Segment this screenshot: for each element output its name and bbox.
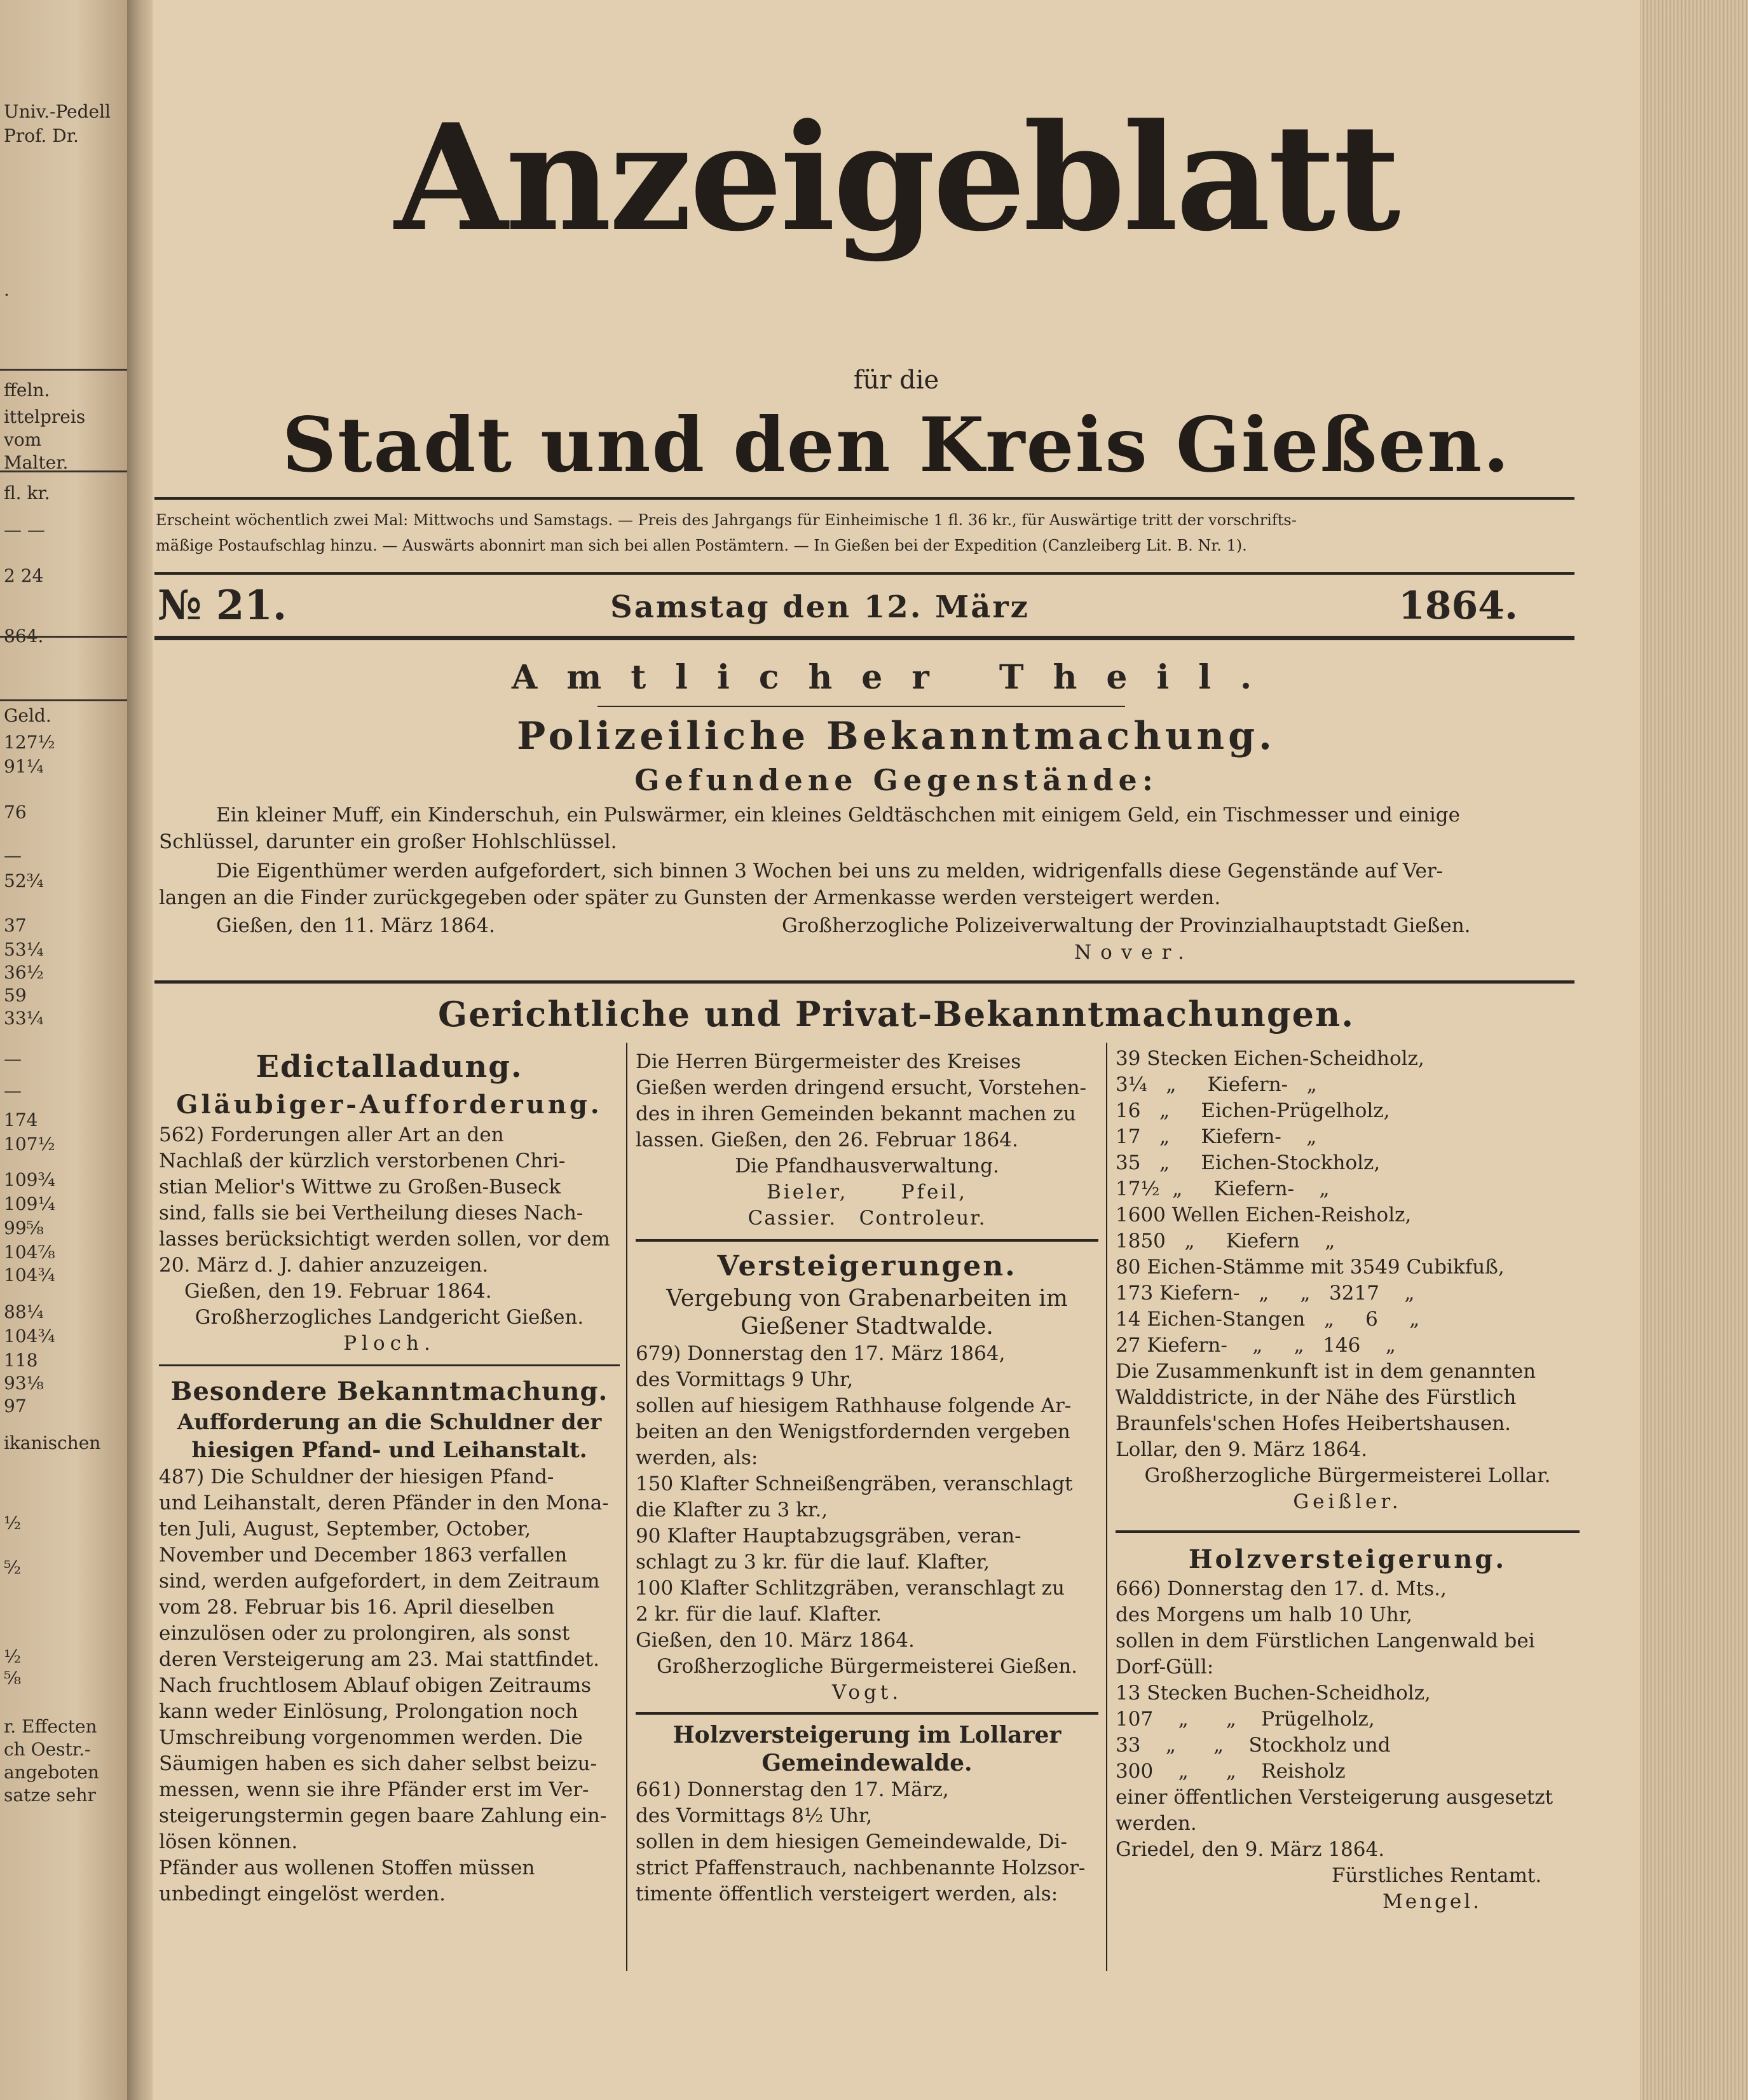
left-page-line: 109¾ (4, 1169, 55, 1190)
text-line: 100 Klafter Schlitzgräben, veranschlagt zu (636, 1577, 1065, 1600)
left-page-line: 104¾ (4, 1265, 55, 1286)
wood-authority: Großherzogliche Bürgermeisterei Lollar. (1144, 1464, 1551, 1487)
holz-signer: Mengel. (1383, 1890, 1482, 1913)
left-page-line: Prof. Dr. (4, 125, 79, 146)
text-line: des Vormittags 8½ Uhr, (636, 1804, 873, 1827)
col3-rule (1116, 1530, 1580, 1533)
column-1 (159, 1046, 620, 1907)
text-line: Umschreibung vorgenommen werden. Die (159, 1726, 583, 1749)
text-line: strict Pfaffenstrauch, nachbenannte Holzsor- (636, 1856, 1086, 1879)
left-page-line: Univ.-Pedell (4, 101, 111, 122)
text-line: ten Juli, August, September, October, (159, 1518, 531, 1541)
left-page-line: — — (4, 519, 45, 540)
left-page-rule (0, 636, 127, 638)
edictal-title: Edictalladung. (256, 1049, 523, 1085)
text-line: sind, falls sie bei Vertheilung dieses Nach- (159, 1202, 584, 1225)
text-line: Die Zusammenkunft ist in dem genannten (1116, 1360, 1536, 1383)
edictal-signer: Ploch. (343, 1332, 435, 1355)
masthead-info-line-1: Erscheint wöchentlich zwei Mal: Mittwochs und Samstags. — Preis des Jahrgangs für Einheimische 1 fl. 36 kr., für Auswärtige tritt der vorschrifts- (156, 511, 1297, 529)
left-page-line: 76 (4, 802, 27, 823)
edictal-place-date: Gießen, den 19. Februar 1864. (184, 1280, 492, 1303)
text-line: einer öffentlichen Versteigerung ausgesetzt (1116, 1786, 1553, 1809)
left-page-line: 33¼ (4, 1008, 44, 1029)
left-page-rule (0, 699, 127, 701)
text-line: 33 „ „ Stockholz und (1116, 1734, 1391, 1757)
edictal-subtitle: Gläubiger-Aufforderung. (176, 1090, 603, 1120)
wood-list (1116, 1046, 1580, 1463)
column-divider-2 (1106, 1043, 1107, 1971)
text-line: 661) Donnerstag den 17. März, (636, 1778, 949, 1801)
text-line: sind, werden aufgefordert, in dem Zeitraum (159, 1570, 600, 1593)
text-line: 1850 „ Kiefern „ (1116, 1230, 1335, 1252)
left-page-line: 36½ (4, 962, 44, 983)
left-page-line: ¹⁄₂ (4, 1513, 22, 1534)
text-line: 20. März d. J. dahier anzuzeigen. (159, 1254, 489, 1277)
text-line: 35 „ Eichen-Stockholz, (1116, 1151, 1381, 1174)
left-page-line: 93⅛ (4, 1373, 44, 1394)
left-page-line: 864. (4, 626, 44, 647)
special-sub-2: hiesigen Pfand- und Leihanstalt. (191, 1438, 587, 1463)
left-page-line: 118 (4, 1350, 38, 1371)
text-line: lassen. Gießen, den 26. Februar 1864. (636, 1129, 1018, 1151)
text-line: Griedel, den 9. März 1864. (1116, 1838, 1385, 1861)
text-line: steigerungstermin gegen baare Zahlung ein- (159, 1804, 607, 1827)
text-line: lasses berücksichtigt werden sollen, vor dem (159, 1228, 610, 1251)
text-line: deren Versteigerung am 23. Mai stattfindet. (159, 1648, 599, 1671)
left-page-line: ⁵⁄₂ (4, 1557, 22, 1578)
text-line: sollen auf hiesigem Rathhause folgende Ar- (636, 1394, 1072, 1417)
issue-year: 1864. (1398, 584, 1518, 628)
left-page-line: — (4, 1048, 22, 1069)
text-line: 17½ „ Kiefern- „ (1116, 1177, 1330, 1200)
text-line: messen, wenn sie ihre Pfänder erst im Ver- (159, 1778, 589, 1801)
masthead-fuer-die: für die (853, 366, 939, 395)
issue-number: № 21. (158, 582, 287, 629)
left-page-line: 59 (4, 985, 27, 1006)
left-page-line: 88¼ (4, 1301, 44, 1322)
left-page-line: ¹⁄₂ (4, 1646, 22, 1667)
col2-rule-1 (636, 1239, 1098, 1242)
official-line-2: Schlüssel, darunter ein großer Hohlschlüssel. (159, 830, 617, 853)
left-page-line: 99⅝ (4, 1218, 44, 1239)
auction-subtitle: Vergebung von Grabenarbeiten im Gießener Stadtwalde. (666, 1286, 1068, 1340)
text-line: stian Melior's Wittwe zu Großen-Buseck (159, 1176, 561, 1198)
left-page-line: 2 24 (4, 565, 44, 586)
text-line: und Leihanstalt, deren Pfänder in den Mona- (159, 1492, 609, 1514)
official-heading: Polizeiliche Bekanntmachung. (517, 714, 1276, 758)
text-line: vom 28. Februar bis 16. April dieselben (159, 1596, 555, 1619)
text-line: timente öffentlich versteigert werden, als: (636, 1883, 1058, 1905)
notice-authority: Die Pfandhausverwaltung. (735, 1155, 999, 1177)
official-line-4: langen an die Finder zurückgegeben oder später zu Gunsten der Armenkasse werden versteigert werden. (159, 886, 1221, 909)
text-line: Dorf-Güll: (1116, 1656, 1214, 1678)
book-gutter (127, 0, 153, 2100)
holz-title: Holzversteigerung. (1188, 1544, 1507, 1574)
text-line: 679) Donnerstag den 17. März 1864, (636, 1342, 1006, 1365)
text-line: sollen in dem Fürstlichen Langenwald bei (1116, 1630, 1535, 1652)
text-line: 1600 Wellen Eichen-Reisholz, (1116, 1204, 1412, 1226)
masthead-subtitle: Stadt und den Kreis Gießen. (282, 401, 1511, 489)
column-divider-1 (626, 1043, 627, 1971)
official-line-1: Ein kleiner Muff, ein Kinderschuh, ein Pulswärmer, ein kleines Geldtäschchen mit einigem Geld, ein Tischmesser und einige (216, 804, 1460, 827)
column-2 (636, 1049, 1098, 1907)
text-line: 2 kr. für die lauf. Klafter. (636, 1603, 882, 1626)
special-title: Besondere Bekanntmachung. (170, 1376, 608, 1406)
text-line: 487) Die Schuldner der hiesigen Pfand- (159, 1465, 554, 1488)
notice-signers-2: Cassier. Controleur. (748, 1207, 987, 1230)
text-line: 16 „ Eichen-Prügelholz, (1116, 1099, 1390, 1122)
auction-signer: Vogt. (831, 1681, 903, 1704)
text-line: des Morgens um halb 10 Uhr, (1116, 1603, 1413, 1626)
left-page-line: 109¼ (4, 1193, 55, 1214)
wood-signer: Geißler. (1293, 1490, 1402, 1513)
text-line: unbedingt eingelöst werden. (159, 1883, 446, 1905)
masthead-info-line-2: mäßige Postaufschlag hinzu. — Auswärts abonnirt man sich bei allen Postämtern. — In Gießen bei der Expedition (Canzleiberg Lit. B. Nr. 1). (156, 537, 1247, 554)
left-page-line: angeboten (4, 1762, 99, 1783)
left-page-strip (0, 0, 127, 2100)
text-line: Die Herren Bürgermeister des Kreises (636, 1050, 1021, 1073)
left-page-line: 104⅞ (4, 1242, 55, 1263)
left-page-line: 91¼ (4, 756, 44, 777)
left-page-line: — (4, 1080, 22, 1101)
text-line: Braunfels'schen Hofes Heibertshausen. (1116, 1412, 1512, 1435)
newspaper-page (153, 0, 1640, 2100)
holz-authority: Fürstliches Rentamt. (1332, 1864, 1542, 1887)
masthead-title: Anzeigeblatt (394, 92, 1398, 264)
text-line: die Klafter zu 3 kr., (636, 1499, 828, 1521)
edictal-authority: Großherzogliches Landgericht Gießen. (195, 1306, 584, 1329)
text-line: 107 „ „ Prügelholz, (1116, 1708, 1375, 1731)
text-line: kann weder Einlösung, Prolongation noch (159, 1700, 578, 1723)
left-page-line: ⁵⁄₈ (4, 1668, 22, 1689)
text-line: 173 Kiefern- „ „ 3217 „ (1116, 1282, 1415, 1305)
text-line: 666) Donnerstag den 17. d. Mts., (1116, 1577, 1447, 1600)
left-page-line: . (4, 279, 10, 300)
left-page-line: r. Effecten (4, 1716, 97, 1737)
official-place-date: Gießen, den 11. März 1864. (216, 914, 495, 937)
wood-auction-title: Holzversteigerung im Lollarer Gemeindewalde. (673, 1722, 1062, 1776)
official-title-rule (597, 706, 1125, 707)
left-page-line: vom (4, 429, 42, 450)
text-line: November und December 1863 verfallen (159, 1544, 568, 1567)
left-page-line: 174 (4, 1109, 38, 1130)
wood-auction-body (636, 1777, 1098, 1907)
text-line: 3¼ „ Kiefern- „ (1116, 1073, 1317, 1096)
page-stack-edge (1640, 0, 1748, 2100)
left-page-rule (0, 369, 127, 371)
left-page-line: 97 (4, 1396, 27, 1417)
official-subheading: Gefundene Gegenstände: (634, 763, 1158, 797)
left-page-line: fl. kr. (4, 483, 50, 504)
text-line: 13 Stecken Buchen-Scheidholz, (1116, 1682, 1431, 1705)
text-line: 80 Eichen-Stämme mit 3549 Cubikfuß, (1116, 1256, 1505, 1279)
text-line: 150 Klafter Schneißengräben, veranschlagt (636, 1472, 1073, 1495)
left-page-line: 104¾ (4, 1326, 55, 1347)
col1-rule (159, 1364, 620, 1366)
left-page-line: ikanischen (4, 1432, 101, 1453)
left-page-line: 37 (4, 915, 27, 936)
text-line: 27 Kiefern- „ „ 146 „ (1116, 1334, 1396, 1357)
holz-body (1116, 1576, 1580, 1863)
auction-authority: Großherzogliche Bürgermeisterei Gießen. (656, 1655, 1078, 1678)
notice-signers-1: Bieler, Pfeil, (766, 1181, 968, 1204)
issue-date: Samstag den 12. März (610, 589, 1030, 625)
text-line: beiten an den Wenigstfordernden vergeben (636, 1420, 1070, 1443)
text-line: lösen können. (159, 1830, 298, 1853)
left-page-line: Geld. (4, 705, 51, 726)
text-line: 39 Stecken Eichen-Scheidholz, (1116, 1047, 1424, 1070)
col2-rule-2 (636, 1712, 1098, 1715)
text-line: Säumigen haben es sich daher selbst beizu- (159, 1752, 597, 1775)
left-page-line: ch Oestr.- (4, 1739, 91, 1760)
masthead-rule-1 (154, 497, 1574, 500)
text-line: Gießen, den 10. März 1864. (636, 1629, 915, 1652)
official-bottom-rule (154, 980, 1574, 984)
left-page-line: Malter. (4, 452, 69, 473)
private-section-heading: Gerichtliche und Privat-Bekanntmachungen. (437, 994, 1355, 1034)
special-body (159, 1464, 620, 1907)
text-line: des Vormittags 9 Uhr, (636, 1368, 854, 1391)
masthead-rule-3 (154, 636, 1574, 640)
official-signer: Nover. (1074, 941, 1193, 964)
special-sub-1: Aufforderung an die Schuldner der (177, 1410, 602, 1435)
official-section-title: Amtlicher Theil. (511, 658, 1281, 697)
column-3 (1116, 1046, 1580, 1915)
text-line: Gießen werden dringend ersucht, Vorstehen- (636, 1076, 1087, 1099)
text-line: Pfänder aus wollenen Stoffen müssen (159, 1856, 535, 1879)
left-page-line: ffeln. (4, 380, 50, 401)
text-line: einzulösen oder zu prolongiren, als sonst (159, 1622, 570, 1645)
text-line: Lollar, den 9. März 1864. (1116, 1438, 1368, 1461)
official-authority: Großherzogliche Polizeiverwaltung der Provinzialhauptstadt Gießen. (782, 914, 1471, 937)
left-page-line: 107½ (4, 1134, 55, 1155)
left-page-line: 52¾ (4, 870, 44, 891)
left-page-line: 53¼ (4, 939, 44, 960)
text-line: schlagt zu 3 kr. für die lauf. Klafter, (636, 1551, 990, 1574)
text-line: 17 „ Kiefern- „ (1116, 1125, 1317, 1148)
left-page-rule (0, 470, 127, 472)
masthead-rule-2 (154, 572, 1574, 575)
text-line: Nachlaß der kürzlich verstorbenen Chri- (159, 1150, 566, 1172)
official-line-3: Die Eigenthümer werden aufgefordert, sich binnen 3 Wochen bei uns zu melden, widrigenfalls diese Gegenstände auf Ver- (216, 860, 1444, 882)
text-line: 14 Eichen-Stangen „ 6 „ (1116, 1308, 1420, 1331)
edictal-body (159, 1122, 620, 1279)
auction-body (636, 1341, 1098, 1654)
auction-title: Versteigerungen. (717, 1250, 1017, 1282)
text-line: des in ihren Gemeinden bekannt machen zu (636, 1102, 1076, 1125)
left-page-line: 127½ (4, 732, 55, 753)
text-line: Walddistricte, in der Nähe des Fürstlich (1116, 1386, 1517, 1409)
left-page-line: ittelpreis (4, 406, 86, 427)
left-page-line: satze sehr (4, 1785, 96, 1806)
left-page-line: — (4, 845, 22, 866)
notice-body (636, 1049, 1098, 1153)
text-line: 90 Klafter Hauptabzugsgräben, veran- (636, 1525, 1021, 1548)
text-line: werden, als: (636, 1446, 758, 1469)
text-line: sollen in dem hiesigen Gemeindewalde, Di- (636, 1830, 1067, 1853)
text-line: Nach fruchtlosem Ablauf obigen Zeitraums (159, 1674, 592, 1697)
text-line: 562) Forderungen aller Art an den (159, 1123, 504, 1146)
text-line: 300 „ „ Reisholz (1116, 1760, 1346, 1783)
text-line: werden. (1116, 1812, 1197, 1835)
